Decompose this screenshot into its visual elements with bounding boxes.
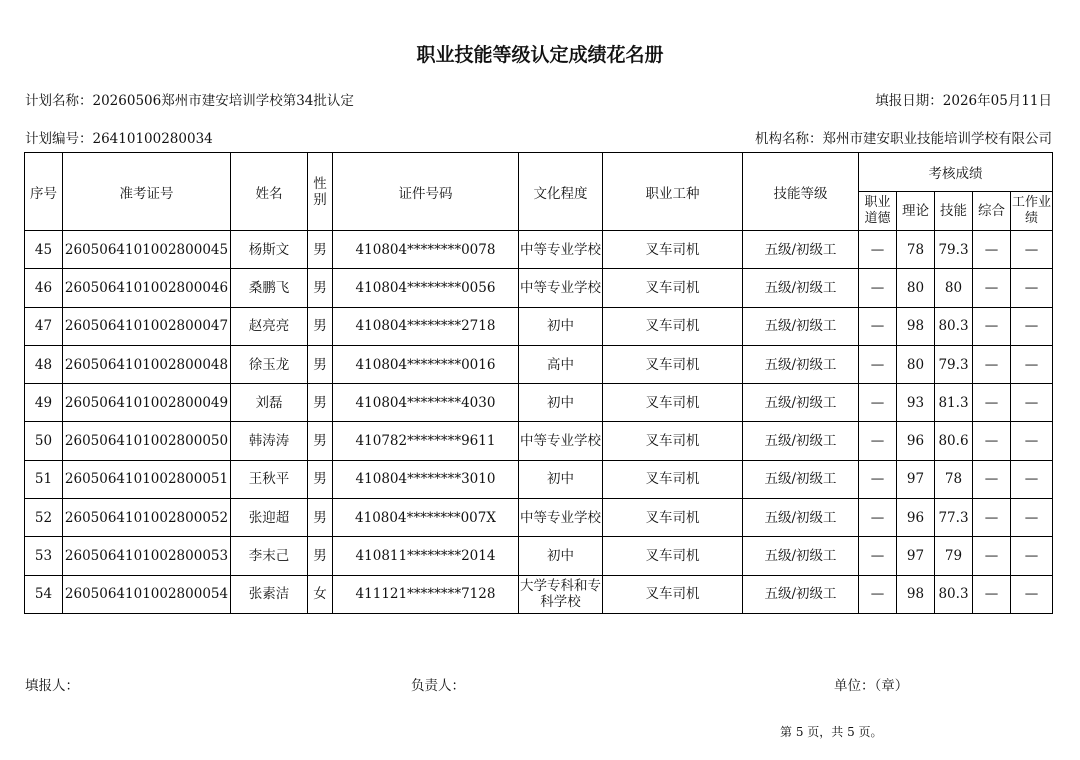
- header-skill: 技能: [935, 192, 973, 231]
- cell-skill-level: 五级/初级工: [743, 499, 859, 537]
- cell-ethics: —: [859, 269, 897, 307]
- table-row: [25, 537, 1053, 575]
- cell-name: 张素洁: [231, 575, 308, 613]
- plan-number: 计划编号：26410100280034: [25, 131, 213, 147]
- cell-skill-level: 五级/初级工: [743, 575, 859, 613]
- cell-exam-no: 2605064101002800046: [63, 269, 231, 307]
- cell-theory: 93: [897, 384, 935, 422]
- cell-occupation: 叉车司机: [603, 575, 743, 613]
- cell-skill: 80.3: [935, 307, 973, 345]
- table-row: [25, 307, 1053, 345]
- cell-work: —: [1011, 537, 1053, 575]
- cell-education: 初中: [519, 384, 603, 422]
- cell-education: 中等专业学校: [519, 422, 603, 460]
- cell-exam-no: 2605064101002800045: [63, 231, 231, 269]
- cell-skill: 80.6: [935, 422, 973, 460]
- cell-exam-no: 2605064101002800051: [63, 460, 231, 498]
- cell-education: 中等专业学校: [519, 499, 603, 537]
- cell-gender: 女: [308, 575, 333, 613]
- table-row: [25, 384, 1053, 422]
- cell-id-no: 411121********7128: [333, 575, 519, 613]
- cell-theory: 96: [897, 422, 935, 460]
- cell-skill: 81.3: [935, 384, 973, 422]
- header-overall: 综合: [973, 192, 1011, 231]
- cell-education: 初中: [519, 307, 603, 345]
- cell-name: 张迎超: [231, 499, 308, 537]
- cell-name: 杨斯文: [231, 231, 308, 269]
- footer-filler: 填报人：: [25, 678, 79, 694]
- cell-id-no: 410804********4030: [333, 384, 519, 422]
- cell-skill-level: 五级/初级工: [743, 422, 859, 460]
- table-row: [25, 269, 1053, 307]
- table-row: [25, 422, 1053, 460]
- cell-seq: 45: [25, 231, 63, 269]
- cell-overall: —: [973, 269, 1011, 307]
- header-ethics: 职业道德: [859, 192, 897, 231]
- cell-theory: 80: [897, 269, 935, 307]
- cell-skill-level: 五级/初级工: [743, 345, 859, 383]
- cell-work: —: [1011, 460, 1053, 498]
- cell-overall: —: [973, 499, 1011, 537]
- cell-work: —: [1011, 499, 1053, 537]
- cell-theory: 80: [897, 345, 935, 383]
- cell-skill-level: 五级/初级工: [743, 269, 859, 307]
- header-id-no: 证件号码: [333, 153, 519, 231]
- cell-seq: 47: [25, 307, 63, 345]
- cell-exam-no: 2605064101002800054: [63, 575, 231, 613]
- cell-theory: 98: [897, 307, 935, 345]
- cell-skill: 79.3: [935, 345, 973, 383]
- cell-skill: 79.3: [935, 231, 973, 269]
- table-row: [25, 575, 1053, 613]
- cell-exam-no: 2605064101002800050: [63, 422, 231, 460]
- table-row: [25, 231, 1053, 269]
- cell-education: 大学专科和专科学校: [519, 575, 603, 613]
- page-title: 职业技能等级认定成绩花名册: [416, 44, 664, 66]
- footer-unit: 单位：（章）: [834, 678, 909, 694]
- cell-skill: 77.3: [935, 499, 973, 537]
- cell-exam-no: 2605064101002800053: [63, 537, 231, 575]
- cell-id-no: 410804********0016: [333, 345, 519, 383]
- fill-date: 填报日期：2026年05月11日: [875, 93, 1052, 109]
- cell-gender: 男: [308, 499, 333, 537]
- cell-ethics: —: [859, 499, 897, 537]
- cell-work: —: [1011, 231, 1053, 269]
- cell-skill-level: 五级/初级工: [743, 384, 859, 422]
- cell-name: 徐玉龙: [231, 345, 308, 383]
- header-theory: 理论: [897, 192, 935, 231]
- header-work: 工作业绩: [1011, 192, 1053, 231]
- cell-name: 刘磊: [231, 384, 308, 422]
- cell-seq: 49: [25, 384, 63, 422]
- cell-name: 韩涛涛: [231, 422, 308, 460]
- cell-exam-no: 2605064101002800047: [63, 307, 231, 345]
- cell-skill-level: 五级/初级工: [743, 231, 859, 269]
- cell-ethics: —: [859, 537, 897, 575]
- cell-overall: —: [973, 422, 1011, 460]
- cell-occupation: 叉车司机: [603, 422, 743, 460]
- cell-skill: 80: [935, 269, 973, 307]
- cell-skill-level: 五级/初级工: [743, 537, 859, 575]
- cell-id-no: 410804********3010: [333, 460, 519, 498]
- cell-gender: 男: [308, 231, 333, 269]
- header-gender: 性别: [308, 153, 333, 231]
- cell-education: 高中: [519, 345, 603, 383]
- cell-overall: —: [973, 345, 1011, 383]
- cell-id-no: 410804********2718: [333, 307, 519, 345]
- cell-overall: —: [973, 307, 1011, 345]
- cell-work: —: [1011, 384, 1053, 422]
- header-skill-level: 技能等级: [743, 153, 859, 231]
- cell-name: 桑鹏飞: [231, 269, 308, 307]
- cell-occupation: 叉车司机: [603, 537, 743, 575]
- cell-overall: —: [973, 460, 1011, 498]
- cell-exam-no: 2605064101002800048: [63, 345, 231, 383]
- cell-gender: 男: [308, 422, 333, 460]
- cell-education: 初中: [519, 460, 603, 498]
- cell-theory: 96: [897, 499, 935, 537]
- cell-occupation: 叉车司机: [603, 269, 743, 307]
- cell-theory: 98: [897, 575, 935, 613]
- cell-gender: 男: [308, 537, 333, 575]
- cell-occupation: 叉车司机: [603, 460, 743, 498]
- cell-ethics: —: [859, 460, 897, 498]
- cell-ethics: —: [859, 231, 897, 269]
- cell-exam-no: 2605064101002800052: [63, 499, 231, 537]
- cell-overall: —: [973, 537, 1011, 575]
- cell-ethics: —: [859, 422, 897, 460]
- cell-seq: 51: [25, 460, 63, 498]
- cell-id-no: 410811********2014: [333, 537, 519, 575]
- cell-theory: 97: [897, 460, 935, 498]
- header-occupation: 职业工种: [603, 153, 743, 231]
- cell-education: 中等专业学校: [519, 269, 603, 307]
- cell-work: —: [1011, 575, 1053, 613]
- cell-seq: 46: [25, 269, 63, 307]
- cell-work: —: [1011, 307, 1053, 345]
- cell-gender: 男: [308, 307, 333, 345]
- roster-body: [25, 231, 1053, 614]
- cell-skill-level: 五级/初级工: [743, 460, 859, 498]
- cell-id-no: 410782********9611: [333, 422, 519, 460]
- cell-skill-level: 五级/初级工: [743, 307, 859, 345]
- cell-ethics: —: [859, 345, 897, 383]
- cell-exam-no: 2605064101002800049: [63, 384, 231, 422]
- cell-id-no: 410804********0078: [333, 231, 519, 269]
- header-scores: 考核成绩: [859, 153, 1053, 192]
- cell-work: —: [1011, 345, 1053, 383]
- cell-skill: 80.3: [935, 575, 973, 613]
- cell-name: 赵亮亮: [231, 307, 308, 345]
- table-row: [25, 499, 1053, 537]
- page-info: 第 5 页，共 5 页。: [780, 725, 883, 739]
- cell-overall: —: [973, 575, 1011, 613]
- header-exam-no: 准考证号: [63, 153, 231, 231]
- cell-skill: 79: [935, 537, 973, 575]
- cell-overall: —: [973, 231, 1011, 269]
- cell-id-no: 410804********0056: [333, 269, 519, 307]
- cell-work: —: [1011, 422, 1053, 460]
- score-roster-table: [24, 152, 1053, 614]
- cell-seq: 48: [25, 345, 63, 383]
- cell-ethics: —: [859, 384, 897, 422]
- cell-ethics: —: [859, 307, 897, 345]
- header-seq: 序号: [25, 153, 63, 231]
- cell-occupation: 叉车司机: [603, 231, 743, 269]
- header-name: 姓名: [231, 153, 308, 231]
- cell-gender: 男: [308, 269, 333, 307]
- cell-education: 初中: [519, 537, 603, 575]
- cell-skill: 78: [935, 460, 973, 498]
- cell-id-no: 410804********007X: [333, 499, 519, 537]
- cell-theory: 78: [897, 231, 935, 269]
- cell-gender: 男: [308, 345, 333, 383]
- plan-name: 计划名称：20260506郑州市建安培训学校第34批认定: [25, 93, 354, 109]
- cell-occupation: 叉车司机: [603, 384, 743, 422]
- cell-gender: 男: [308, 384, 333, 422]
- cell-occupation: 叉车司机: [603, 499, 743, 537]
- cell-occupation: 叉车司机: [603, 307, 743, 345]
- cell-work: —: [1011, 269, 1053, 307]
- footer-responsible: 负责人：: [411, 678, 465, 694]
- cell-seq: 53: [25, 537, 63, 575]
- cell-seq: 50: [25, 422, 63, 460]
- cell-overall: —: [973, 384, 1011, 422]
- cell-education: 中等专业学校: [519, 231, 603, 269]
- cell-name: 李末己: [231, 537, 308, 575]
- table-row: [25, 345, 1053, 383]
- cell-seq: 54: [25, 575, 63, 613]
- cell-gender: 男: [308, 460, 333, 498]
- header-education: 文化程度: [519, 153, 603, 231]
- cell-occupation: 叉车司机: [603, 345, 743, 383]
- cell-seq: 52: [25, 499, 63, 537]
- table-row: [25, 460, 1053, 498]
- cell-ethics: —: [859, 575, 897, 613]
- organization-name: 机构名称：郑州市建安职业技能培训学校有限公司: [755, 131, 1052, 147]
- cell-name: 王秋平: [231, 460, 308, 498]
- cell-theory: 97: [897, 537, 935, 575]
